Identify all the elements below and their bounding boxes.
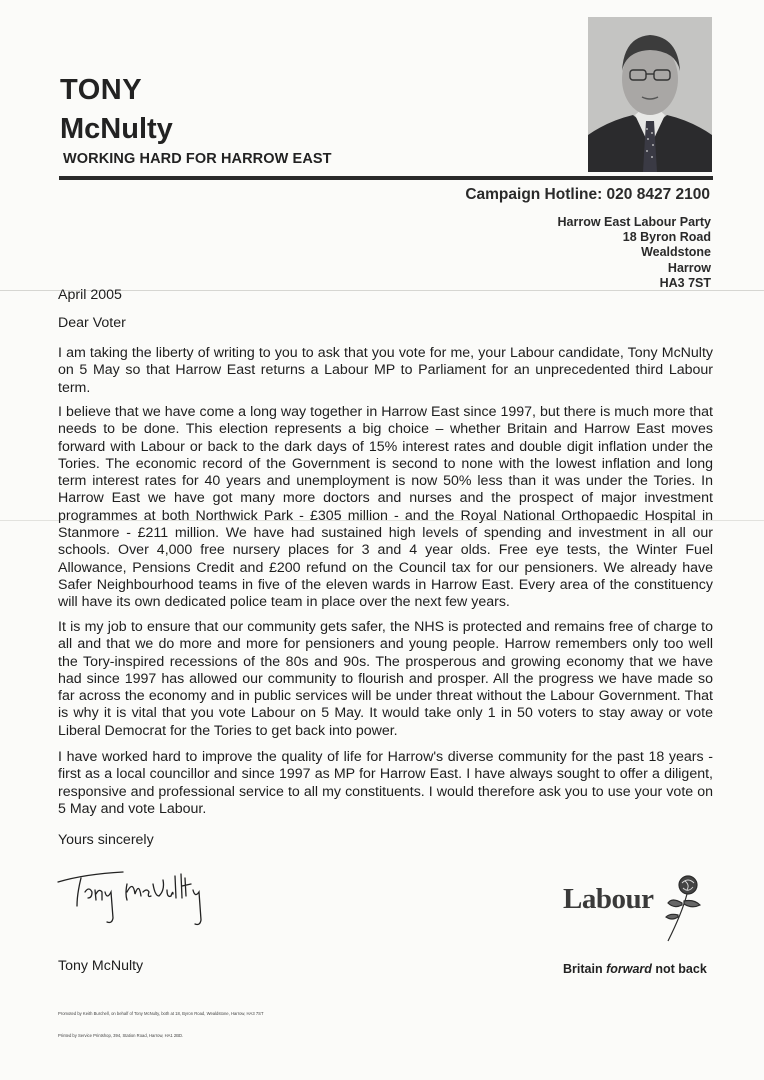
slogan-suffix: not back <box>651 962 707 976</box>
party-address <box>557 215 711 291</box>
portrait-image <box>588 17 712 172</box>
header-divider <box>59 176 713 180</box>
letter-paragraph: I am taking the liberty of writing to you to ask that you vote for me, your Labour candidate, Tony McNulty on 5 May so that Harrow East returns a Labour MP to Parliament for an unprecedented third Labour term. <box>58 345 713 396</box>
campaign-tagline: WORKING HARD FOR HARROW EAST <box>63 151 332 167</box>
signature-icon <box>55 862 235 932</box>
letter-salutation: Dear Voter <box>58 315 126 331</box>
handwritten-signature <box>55 862 235 932</box>
slogan-emphasis: forward <box>606 962 652 976</box>
letter-closing: Yours sincerely <box>58 832 154 848</box>
party-slogan <box>563 962 707 976</box>
labour-party-logo <box>563 873 708 943</box>
address-line: 18 Byron Road <box>622 230 711 245</box>
letter-paragraph: I have worked hard to improve the quality of life for Harrow's diverse community for the past 18 years - first as a local councillor and since 1997 as MP for Harrow East. I have always sought to offer a diligent, responsive and professional service to all my constituents. I would therefore ask you to use your vote on 5 May and vote Labour. <box>58 749 713 817</box>
address-line: Wealdstone <box>641 245 711 260</box>
signatory-name: Tony McNulty <box>58 958 144 974</box>
candidate-photo <box>588 17 712 172</box>
promoted-by-imprint: Promoted by Keith Burchell, on behalf of Tony McNulty, both at 18, Byron Road, Wealdstone, Harrow, HA3 7ST <box>58 1011 264 1016</box>
address-line: Harrow East Labour Party <box>557 215 711 229</box>
address-line: Harrow <box>667 260 711 275</box>
letter-paragraph: I believe that we have come a long way together in Harrow East since 1997, but there is much more that needs to be done. This election represents a big choice – whether Britain and Harrow East moves forward with Labour or back to the dark days of 15% interest rates and double digit inflation under the Tories. The economic record of the Government is second to none with the lowest inflation and long term interest rates for 40 years and unemployment is now 50% less than it was under the Tories. In Harrow East we have got many more doctors and nurses and the prospect of major investment programmes at both Northwick Park - £305 million - and the Royal National Orthopaedic Hospital in Stanmore - £211 million. We have had sustained high levels of spending and investment in all our schools. Over 4,000 free nursery places for 3 and 4 year olds. Free eye tests, the Winter Fuel Allowance, Pensions Credit and £200 refund on the Council tax for our pensioners. We already have Safer Neighbourhood teams in five of the eleven wards in Harrow East. Every area of the constituency will have its own dedicated police team in place over the next few years. <box>58 404 713 611</box>
campaign-hotline: Campaign Hotline: 020 8427 2100 <box>465 186 710 203</box>
slogan-prefix: Britain <box>563 962 607 976</box>
labour-wordmark: Labour <box>563 883 654 915</box>
letter-date: April 2005 <box>58 287 122 303</box>
printed-by-imprint: Printed by Service Printshop, 394, Station Road, Harrow, HA1 2BD. <box>58 1033 184 1038</box>
candidate-last-name: McNulty <box>60 113 173 145</box>
candidate-first-name: TONY <box>60 74 143 106</box>
rose-icon <box>660 873 705 943</box>
address-line: HA3 7ST <box>659 275 711 290</box>
letter-paragraph: It is my job to ensure that our community gets safer, the NHS is protected and remains free of charge to all and that we do more and more for pensioners and young people. Harrow remembers only too well the Tory-inspired recessions of the 80s and 90s. The prosperous and growing economy that we have had since 1997 has allowed our community to flourish and prosper. All the progress we have made so far across the economy and in public services will be under threat without the Labour Government. That is why it is vital that you vote Labour on 5 May. It would take only 1 in 50 voters to stay away or vote Liberal Democrat for the Tories to get back into power. <box>58 619 713 739</box>
